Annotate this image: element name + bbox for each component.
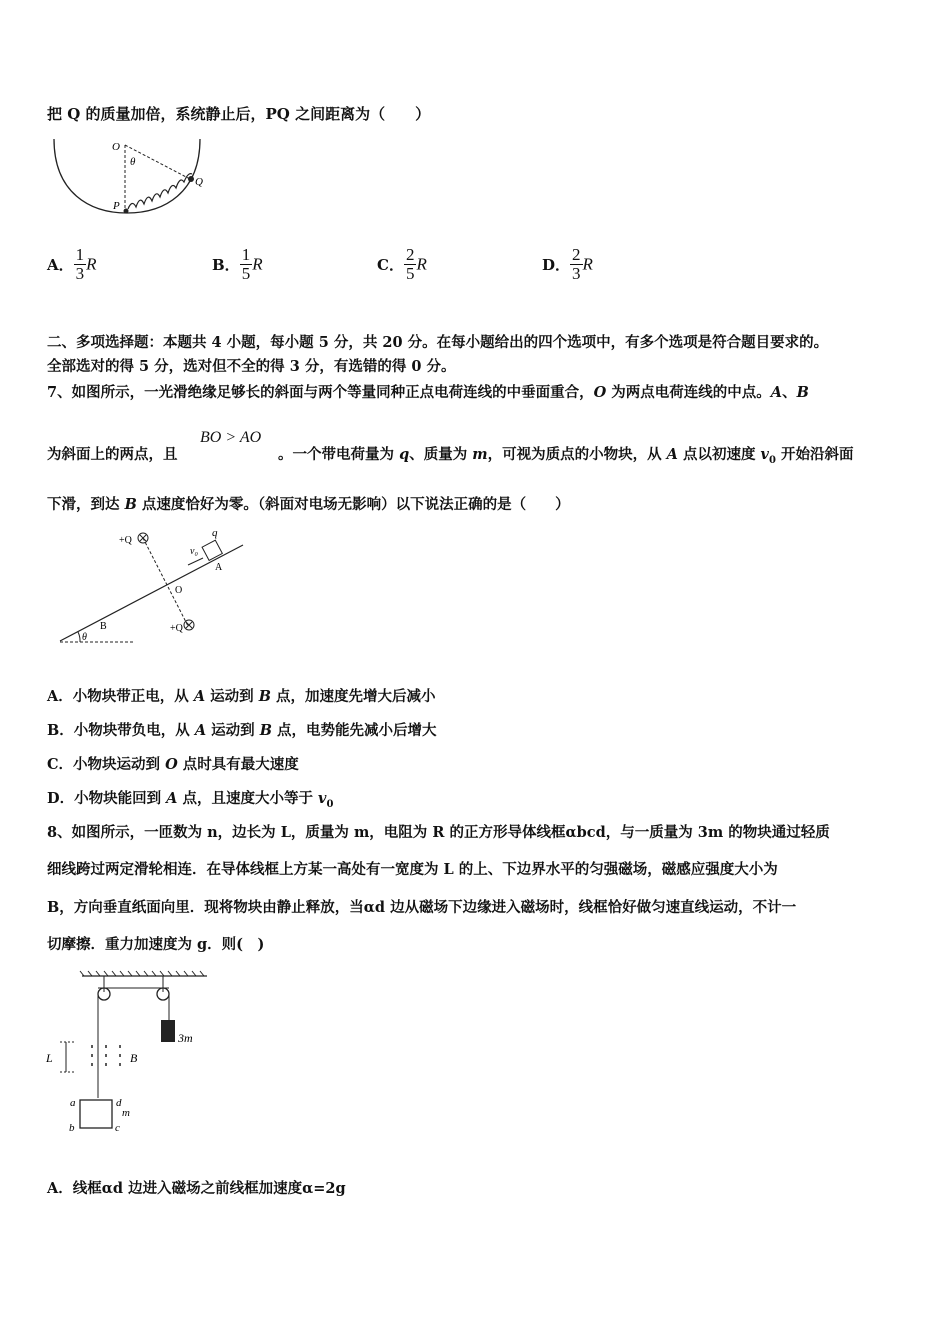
bowl-arc (54, 139, 200, 213)
q6-stem: 把 Q 的质量加倍，系统静止后，PQ 之间距离为（ ） (47, 105, 431, 123)
velocity-arrow (188, 558, 203, 565)
label-theta: θ (82, 632, 87, 643)
block-3m (161, 1020, 175, 1042)
label-l: L (46, 1051, 53, 1065)
label-plus-q-bottom: +Q (170, 623, 183, 634)
q6-option-d[interactable]: D． $\frac{2}{3}$ R (542, 245, 593, 283)
coil-frame (80, 1100, 112, 1128)
label-v0: v₀ (190, 546, 198, 557)
angle-arc (78, 632, 80, 642)
label-q: q (212, 527, 218, 539)
q6-option-a[interactable]: A． $\frac{1}{3}$ R (47, 245, 97, 283)
q7-option-b[interactable]: B．小物块带负电，从 A 运动到 B 点，电势能先减小后增大 (47, 722, 437, 739)
charge-line-dashed (143, 538, 188, 626)
section2-line1: 二、多项选择题：本题共 4 小题，每小题 5 分，共 20 分。在每小题给出的四个选项中，有多个选项是符合题目要求的。 (47, 334, 829, 351)
label-theta: θ (130, 156, 136, 168)
q8-line3: B，方向垂直纸面向里．现将物块由静止释放，当αd 边从磁场下边缘进入磁场时，线框恰好做匀速直线运动，不计一 (47, 899, 797, 916)
incline (60, 545, 243, 641)
label-a: a (70, 1097, 76, 1109)
label-b: b (69, 1122, 75, 1134)
q7-option-a[interactable]: A．小物块带正电，从 A 运动到 B 点，加速度先增大后减小 (47, 688, 436, 705)
q7-formula: BO > AO (200, 429, 262, 446)
q8-option-a[interactable]: A．线框αd 边进入磁场之前线框加速度α=2g (47, 1180, 346, 1197)
label-a: A (215, 562, 223, 573)
q6-figure (50, 133, 210, 223)
q6-option-b[interactable]: B． $\frac{1}{5}$ R (212, 245, 263, 283)
ball-p (124, 209, 129, 214)
q7-option-d[interactable]: D．小物块能回到 A 点，且速度大小等于 $v_0$ (47, 790, 334, 810)
label-plus-q-top: +Q (119, 535, 132, 546)
label-o: O (175, 585, 183, 596)
q8-figure (42, 968, 222, 1138)
q7-line3: 下滑，到达 B 点速度恰好为零。（斜面对电场无影响）以下说法正确的是（ ） (47, 496, 570, 513)
q7-line2-rest: 。一个带电荷量为 q、质量为 m，可视为质点的小物块，从 A 点以初速度 $v_0$ 开始沿斜面 (278, 446, 854, 466)
q8-line1: 8、如图所示，一匝数为 n，边长为 L，质量为 m，电阻为 R 的正方形导体线框αbcd，与一质量为 3m 的物块通过轻质 (47, 824, 830, 841)
ceiling-hatch (80, 971, 204, 976)
q7-line2-start: 为斜面上的两点，且 (47, 446, 178, 463)
label-b-field: B (130, 1051, 138, 1065)
label-d: d (116, 1097, 122, 1109)
q7-line1: 7、如图所示，一光滑绝缘足够长的斜面与两个等量同种正点电荷连线的中垂面重合，O 为两点电荷连线的中点。A、B (47, 384, 809, 401)
q6-option-c[interactable]: C． $\frac{2}{5}$ R (377, 245, 427, 283)
label-c: c (115, 1122, 120, 1134)
ball-q (188, 176, 194, 182)
section2-line2: 全部选对的得 5 分，选对但不全的得 3 分，有选错的得 0 分。 (47, 358, 456, 375)
q8-line2: 细线跨过两定滑轮相连．在导体线框上方某一高处有一宽度为 L 的上、下边界水平的匀强磁场，磁感应强度大小为 (47, 861, 778, 878)
q8-line4: 切摩擦．重力加速度为 g．则( ) (47, 936, 265, 953)
label-3m: 3m (178, 1031, 193, 1045)
label-b: B (100, 621, 107, 632)
q7-figure (58, 525, 258, 650)
label-m: m (122, 1107, 130, 1119)
label-p: P (113, 200, 120, 212)
label-o: O (112, 141, 120, 153)
label-q: Q (195, 176, 203, 188)
field-dots (92, 1045, 120, 1066)
q7-option-c[interactable]: C．小物块运动到 O 点时具有最大速度 (47, 756, 299, 773)
